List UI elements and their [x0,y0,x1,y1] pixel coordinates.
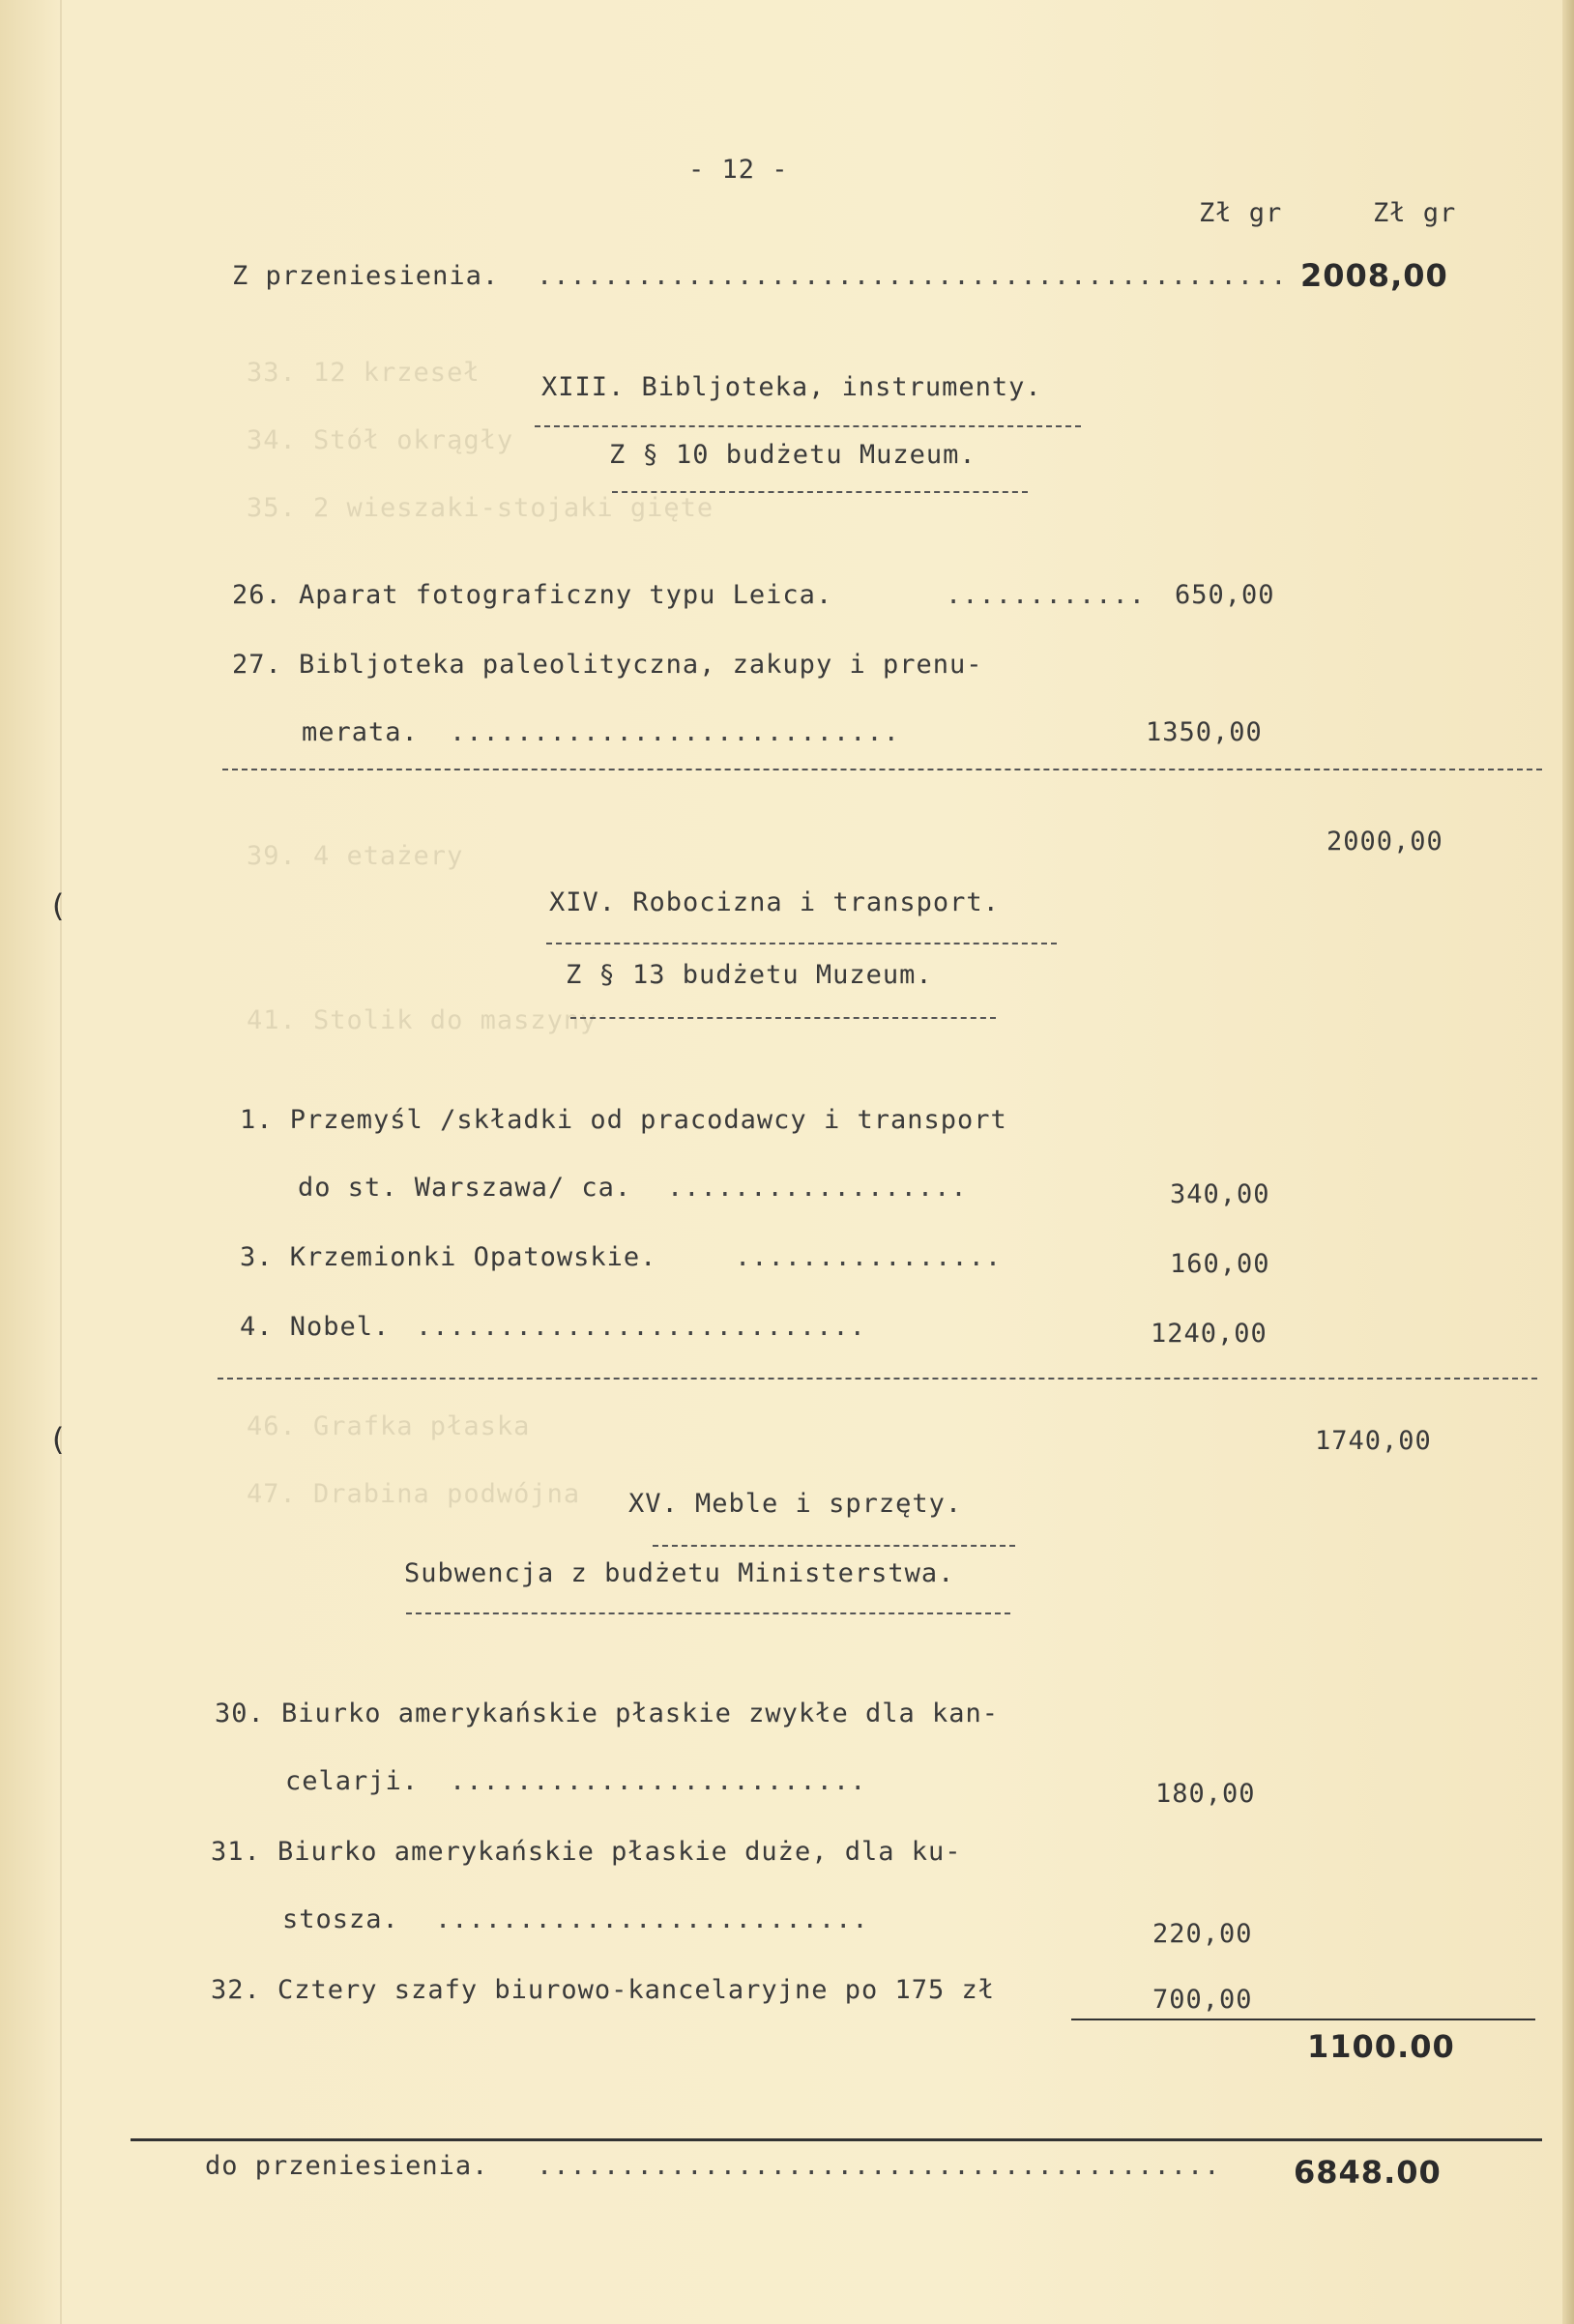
leader-dots: ........................... [416,1312,866,1342]
underline [612,491,1028,493]
leader-dots: .................. [667,1173,968,1203]
bleed-through: 33. 12 krzeseł [247,358,481,388]
margin-mark: ( [48,887,68,924]
carried-to-label: do przeniesienia. [205,2151,489,2181]
section-total: 1740,00 [1315,1426,1432,1456]
item-value: 650,00 [1175,580,1275,610]
underline [546,943,1057,944]
underline [406,1612,1010,1614]
item-line: 4. Nobel. [240,1312,391,1342]
carried-to-value: 6848.00 [1294,2154,1442,2191]
currency-header: Zł gr [1373,198,1457,228]
bleed-through: 47. Drabina podwójna [247,1479,581,1509]
underline [653,1545,1015,1547]
item-line-continued: celarji. [285,1766,420,1796]
item-line: 31. Biurko amerykańskie płaskie duże, dla ku- [211,1837,962,1867]
item-line: 27. Bibljoteka paleolityczna, zakupy i prenu- [232,650,983,680]
item-value: 340,00 [1170,1179,1270,1209]
item-value: 1240,00 [1151,1319,1268,1349]
section-title: XIII. Bibljoteka, instrumenty. [541,372,1042,402]
currency-header: Zł gr [1199,198,1283,228]
section-subtitle: Subwencja z budżetu Ministerstwa. [404,1558,955,1588]
carried-from-value: 2008,00 [1300,257,1448,294]
leader-dots: .......................... [435,1904,869,1934]
underline [535,425,1081,427]
item-line: 30. Biurko amerykańskie płaskie zwykłe dla kan- [215,1699,1000,1728]
bleed-through: 46. Grafka płaska [247,1411,531,1441]
bleed-through: 39. 4 etażery [247,841,464,871]
section-subtitle: Z § 10 budżetu Muzeum. [609,440,976,470]
leader-dots: ............ [946,580,1147,610]
section-total: 1100.00 [1307,2028,1455,2065]
closing-rule [131,2138,1542,2141]
page-number: - 12 - [688,155,789,185]
total-rule [222,769,1542,770]
paper-edge [1562,0,1574,2324]
leader-dots: ........................... [450,717,900,747]
item-line-continued: stosza. [282,1904,399,1934]
leader-dots: ............................................. [537,261,1288,291]
item-value: 180,00 [1155,1779,1256,1809]
leader-dots: ................ [735,1242,1003,1272]
item-line: 26. Aparat fotograficzny typu Leica. [232,580,833,610]
item-value: 1350,00 [1146,717,1263,747]
underline [570,1017,996,1019]
item-line: 1. Przemyśl /składki od pracodawcy i transport [240,1105,1007,1135]
sum-rule [1071,2019,1535,2020]
total-rule [218,1378,1537,1380]
item-line-continued: do st. Warszawa/ ca. [298,1173,632,1203]
bleed-through: 41. Stolik do maszyny [247,1005,598,1035]
item-value: 160,00 [1170,1249,1270,1279]
section-subtitle: Z § 13 budżetu Muzeum. [566,960,933,990]
item-line-continued: merata. [302,717,419,747]
leader-dots: ......................... [450,1766,867,1796]
section-total: 2000,00 [1326,827,1443,857]
margin-mark: ( [48,1421,68,1458]
carried-from-label: Z przeniesienia. [232,261,500,291]
bleed-through: 34. Stół okrągły [247,425,514,455]
item-line: 3. Krzemionki Opatowskie. [240,1242,657,1272]
section-title: XIV. Robocizna i transport. [549,887,1000,917]
section-title: XV. Meble i sprzęty. [628,1489,963,1519]
item-value: 700,00 [1152,1985,1253,2015]
paper-fold [60,0,62,2324]
item-line: 32. Cztery szafy biurowo-kancelaryjne po 175 zł [211,1975,996,2005]
item-value: 220,00 [1152,1919,1253,1949]
bleed-through: 35. 2 wieszaki-stojaki gięte [247,493,714,523]
leader-dots: ......................................... [537,2151,1221,2181]
